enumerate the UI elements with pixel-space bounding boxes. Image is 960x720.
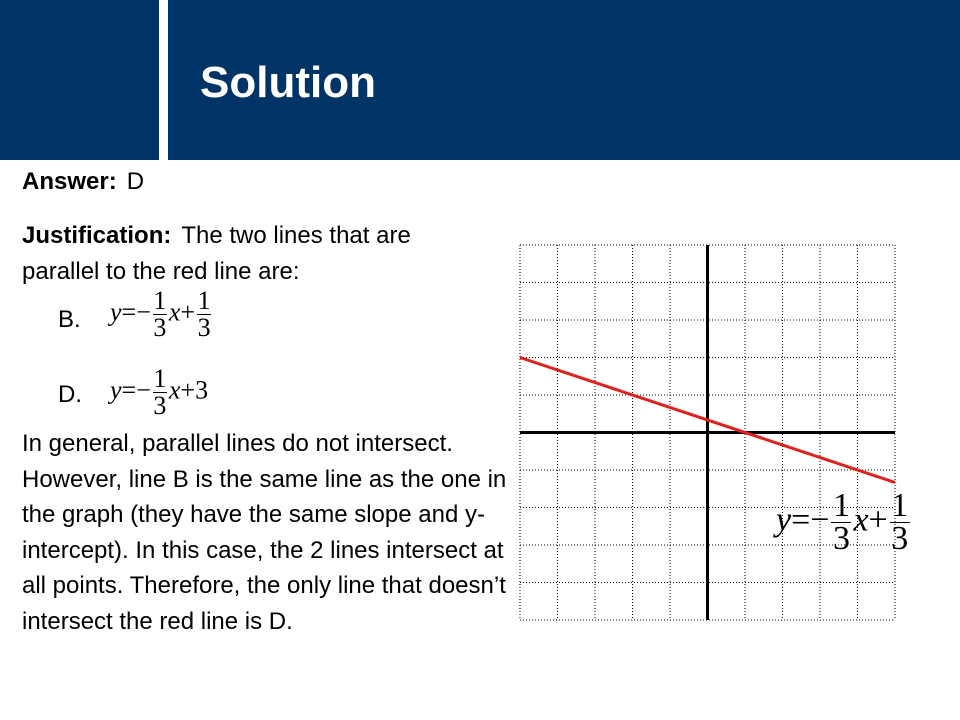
frac-den: 3 [153, 313, 167, 342]
intercept-fraction [890, 487, 910, 557]
frac-den: 3 [832, 520, 850, 557]
eq-var-y: y [776, 501, 792, 539]
frac-num: 1 [153, 364, 167, 393]
eq-tail: +3 [180, 375, 209, 405]
graph-equation [776, 487, 912, 557]
explanation-paragraph: In general, parallel lines do not intersect. However, line B is the same line as the one in the graph (they have the same slope and y-intercept). In this case, the 2 lines intersect at all points. Therefore, the only line that doesn’t intersect the red line is D. [22, 430, 507, 635]
option-d-letter: D. [58, 381, 82, 408]
answer-row [22, 164, 144, 200]
answer-label: Answer: [22, 168, 117, 195]
grid-lines [520, 245, 895, 620]
option-d-equation [110, 366, 208, 419]
justification-text: The two lines that are parallel to the red line are: [22, 222, 411, 285]
eq-sign: =− [121, 297, 151, 327]
eq-var-x: x [853, 501, 869, 539]
eq-var-y: y [110, 375, 122, 405]
eq-sign: =− [791, 501, 830, 539]
eq-plus: + [868, 501, 888, 539]
eq-var-x: x [168, 375, 181, 405]
red-line [520, 358, 895, 483]
option-b-equation [110, 288, 213, 341]
justification-label: Justification: [22, 222, 172, 249]
slope-fraction [153, 288, 167, 341]
frac-den: 3 [891, 520, 909, 557]
axes [520, 245, 895, 620]
option-b-letter: B. [58, 306, 81, 333]
frac-num: 1 [891, 487, 909, 524]
header-divider [159, 0, 168, 160]
frac-num: 1 [832, 487, 850, 524]
eq-var-y: y [110, 297, 122, 327]
intercept-fraction [197, 288, 211, 341]
frac-num: 1 [197, 286, 211, 315]
page-title: Solution [200, 58, 376, 107]
frac-num: 1 [153, 286, 167, 315]
eq-plus: + [180, 297, 196, 327]
answer-value: D [126, 168, 145, 195]
frac-den: 3 [197, 313, 211, 342]
frac-den: 3 [153, 391, 167, 420]
eq-var-x: x [168, 297, 181, 327]
slope-fraction [831, 487, 851, 557]
header-bar [0, 0, 960, 160]
slope-fraction [153, 366, 167, 419]
eq-sign: =− [121, 375, 151, 405]
justification [22, 218, 492, 290]
